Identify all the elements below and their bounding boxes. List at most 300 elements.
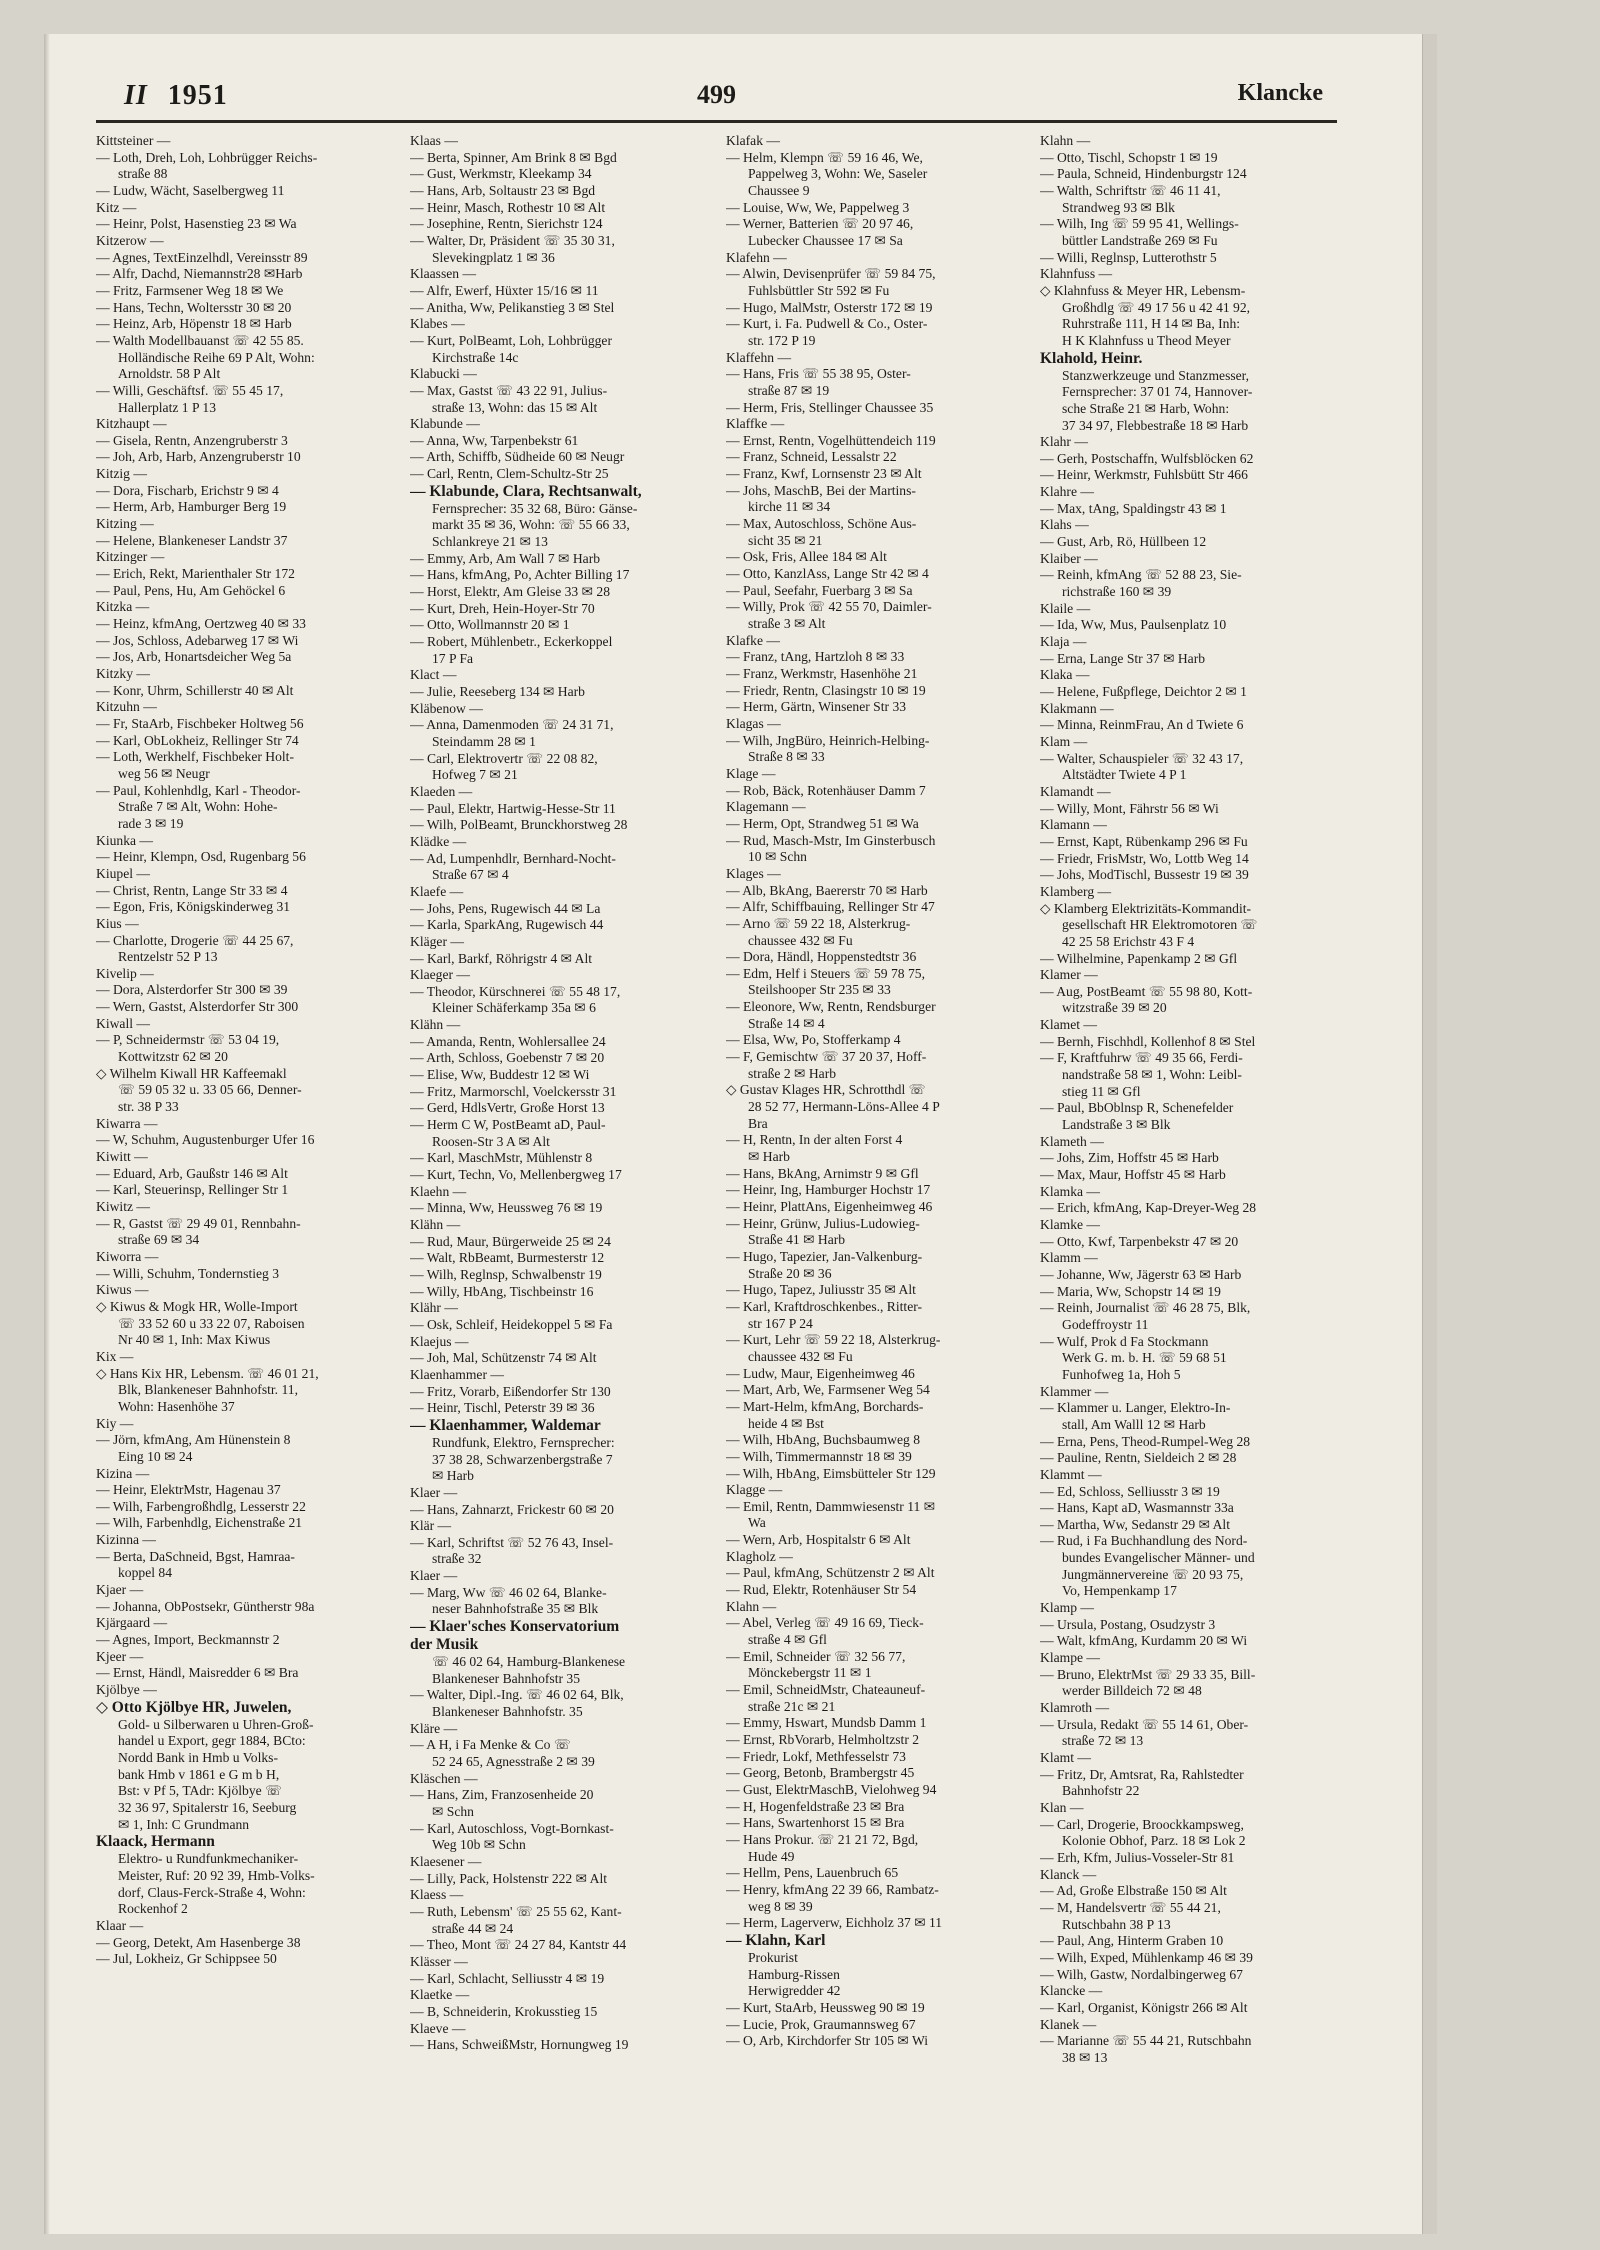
directory-entry-line: — Arno ☏ 59 22 18, Alsterkrug- (726, 915, 911, 931)
surname-heading: Klamroth — (1040, 1700, 1110, 1716)
surname-heading: Klahnfuss — (1040, 266, 1113, 282)
directory-entry-line: stieg 11 ✉ Gfl (1062, 1083, 1141, 1099)
directory-entry-line: — Klaer'sches Konservatorium (410, 1618, 620, 1636)
directory-entry-line: — Johanna, ObPostsekr, Güntherstr 98a (96, 1598, 315, 1614)
directory-entry-line: handel u Export, gegr 1884, BCto: (118, 1733, 306, 1749)
directory-entry-line: — Walter, Dipl.-Ing. ☏ 46 02 64, Blk, (410, 1687, 624, 1703)
directory-entry-line: — Wern, Gastst, Alsterdorfer Str 300 (96, 999, 299, 1015)
directory-entry-line: — Gisela, Rentn, Anzengruberstr 3 (96, 432, 288, 448)
directory-entry-line: — Ludw, Wächt, Saselbergweg 11 (96, 182, 285, 198)
directory-entry-line: — Fritz, Farmsener Weg 18 ✉ We (96, 282, 284, 298)
directory-entry-line: — Paula, Schneid, Hindenburgstr 124 (1040, 166, 1247, 182)
directory-entry-line: — Marianne ☏ 55 44 21, Rutschbahn (1040, 2033, 1252, 2049)
directory-entry-line: — Otto, KanzlAss, Lange Str 42 ✉ 4 (726, 566, 929, 582)
directory-entry-line: — Georg, Betonb, Brambergstr 45 (726, 1765, 915, 1781)
directory-entry-line: — Hans, kfmAng, Po, Achter Billing 17 (410, 567, 630, 583)
surname-heading: Kiwarra — (96, 1115, 158, 1131)
surname-heading: Klaeve — (410, 2020, 466, 2036)
directory-entry-line: — Minna, ReinmFrau, An d Twiete 6 (1040, 717, 1244, 733)
directory-entry-line: str 167 P 24 (748, 1315, 813, 1331)
directory-entry-line: — Herm, Lagerverw, Eichholz 37 ✉ 11 (726, 1915, 943, 1931)
directory-entry-line: Steilshooper Str 235 ✉ 33 (748, 982, 891, 998)
directory-entry-line: Funhofweg 1a, Hoh 5 (1062, 1366, 1181, 1382)
directory-entry-line: Straße 8 ✉ 33 (748, 749, 825, 765)
directory-entry-line: — Herm C W, PostBeamt aD, Paul- (410, 1117, 606, 1133)
directory-entry-line: — Kurt, StaArb, Heussweg 90 ✉ 19 (726, 1999, 925, 2015)
directory-entry-line: bank Hmb v 1861 e G m b H, (118, 1766, 280, 1782)
directory-entry-line: Kirchstraße 14c (432, 349, 519, 365)
directory-entry-line: — Heinr, Klempn, Osd, Rugenbarg 56 (96, 849, 306, 865)
surname-heading: Klamberg — (1040, 883, 1112, 899)
directory-entry-line: — Karl, Autoschloss, Vogt-Bornkast- (410, 1820, 614, 1836)
surname-heading: Kivelip — (96, 965, 154, 981)
surname-heading: Klähn — (410, 1217, 461, 1232)
directory-entry-line: — Anitha, Ww, Pelikanstieg 3 ✉ Stel (410, 299, 615, 315)
directory-entry-line: Strandweg 93 ✉ Blk (1062, 199, 1175, 215)
surname-heading: Klahr — (1040, 434, 1088, 450)
directory-entry-line: — B, Schneiderin, Krokusstieg 15 (410, 2003, 598, 2019)
directory-entry-line: — Emil, Schneider ☏ 32 56 77, (726, 1648, 906, 1664)
surname-heading: Klamka — (1040, 1183, 1101, 1199)
surname-heading: Klahs — (1040, 517, 1089, 533)
directory-entry-line: — Carl, Elektrovertr ☏ 22 08 82, (410, 750, 598, 766)
directory-entry-line: Elektro- u Rundfunkmechaniker- (118, 1851, 299, 1867)
surname-heading: Kizinna — (96, 1532, 157, 1548)
surname-heading: Kix — (96, 1348, 134, 1364)
directory-entry-line: — Heinr, ElektrMstr, Hagenau 37 (96, 1482, 281, 1498)
directory-entry-line: Vo, Hempenkamp 17 (1062, 1583, 1177, 1599)
directory-entry-line: Werk G. m. b. H. ☏ 59 68 51 (1062, 1350, 1227, 1366)
directory-entry-line: Meister, Ruf: 20 92 39, Hmb-Volks- (118, 1867, 315, 1883)
directory-entry-line: ◇ Klamberg Elektrizitäts-Kommandit- (1040, 900, 1252, 916)
column-2 (410, 133, 713, 2223)
directory-entry-line: ◇ Kiwus & Mogk HR, Wolle-Import (96, 1298, 298, 1314)
directory-entry-line: straße 2 ✉ Harb (748, 1065, 837, 1081)
directory-entry-line: — Herm, Opt, Strandweg 51 ✉ Wa (726, 815, 919, 831)
directory-entry-line: Holländische Reihe 69 P Alt, Wohn: (118, 349, 315, 365)
directory-entry-line: — Paul, Seefahr, Fuerbarg 3 ✉ Sa (726, 582, 913, 598)
directory-entry-line: Mönckebergstr 11 ✉ 1 (748, 1665, 872, 1681)
directory-entry-line: — Loth, Dreh, Loh, Lohbrügger Reichs- (96, 149, 318, 165)
surname-heading: Kiwall — (96, 1015, 150, 1031)
surname-heading: Klaile — (1040, 600, 1091, 616)
surname-heading: Klädke — (410, 833, 467, 849)
directory-entry-line: — Ursula, Redakt ☏ 55 14 61, Ober- (1040, 1716, 1249, 1732)
directory-entry-line: — Heinr, Werkmstr, Fuhlsbütt Str 466 (1040, 467, 1248, 483)
directory-entry-line: — Alfr, Schiffbauing, Rellinger Str 47 (726, 899, 935, 915)
directory-entry-line: — Franz, tAng, Hartzloh 8 ✉ 33 (726, 649, 905, 665)
directory-entry-line: — Ed, Schloss, Selliusstr 3 ✉ 19 (1040, 1483, 1220, 1499)
directory-entry-line: — Paul, Elektr, Hartwig-Hesse-Str 11 (410, 800, 616, 816)
surname-heading: Klamann — (1040, 817, 1107, 833)
directory-entry-line: Fuhlsbüttler Str 592 ✉ Fu (748, 282, 890, 298)
directory-entry-line: — Rob, Bäck, Rotenhäuser Damm 7 (726, 782, 926, 798)
surname-heading: Klaess — (410, 1887, 464, 1903)
directory-entry-line: Fernsprecher: 37 01 74, Hannover- (1062, 384, 1253, 400)
directory-entry-line: — Johs, MaschB, Bei der Martins- (726, 482, 916, 498)
surname-heading: Kiwitt — (96, 1149, 148, 1165)
directory-entry-line: — Max, Gastst ☏ 43 22 91, Julius- (410, 382, 608, 398)
directory-entry-line: — Wilh, Farbengroßhdlg, Lesserstr 22 (96, 1498, 306, 1514)
directory-entry-line: ◇ Otto Kjölbye HR, Juwelen, (96, 1698, 292, 1716)
page-number: 499 (697, 80, 736, 109)
directory-entry-line: ☏ 46 02 64, Hamburg-Blankenese (432, 1654, 626, 1670)
directory-entry-line: — Emil, Rentn, Dammwiesenstr 11 ✉ (726, 1498, 936, 1514)
directory-entry-line: ◇ Hans Kix HR, Lebensm. ☏ 46 01 21, (96, 1365, 319, 1381)
surname-heading: Klamandt — (1040, 783, 1111, 799)
directory-entry-line: Blankeneser Bahnhofstr. 35 (432, 1704, 583, 1720)
directory-entry-line: — Wilh, Gastw, Nordalbingerweg 67 (1040, 1966, 1243, 1982)
surname-heading: Klamke — (1040, 1217, 1101, 1232)
directory-entry-line: — Alwin, Devisenprüfer ☏ 59 84 75, (726, 266, 936, 282)
surname-heading: Klamp — (1040, 1600, 1094, 1616)
surname-heading: Kitzerow — (96, 232, 164, 248)
directory-entry-line: — Reinh, Journalist ☏ 46 28 75, Blk, (1040, 1300, 1251, 1316)
directory-entry-line: — Heinr, Tischl, Peterstr 39 ✉ 36 (410, 1400, 595, 1416)
directory-entry-line: — Klabunde, Clara, Rechtsanwalt, (410, 482, 642, 500)
directory-entry-line: — Gust, Werkmstr, Kleekamp 34 (410, 166, 592, 182)
directory-entry-line: — Ludw, Maur, Eigenheimweg 46 (726, 1365, 915, 1381)
directory-entry-line: der Musik (410, 1636, 479, 1654)
directory-entry-line: straße 44 ✉ 24 (432, 1920, 514, 1936)
directory-entry-line: — Dora, Alsterdorfer Str 300 ✉ 39 (96, 982, 288, 998)
directory-entry-line: — F, Gemischtw ☏ 37 20 37, Hoff- (726, 1049, 927, 1065)
directory-entry-line: — Emmy, Hswart, Mundsb Damm 1 (726, 1715, 927, 1731)
directory-entry-line: — Karl, Organist, Königstr 266 ✉ Alt (1040, 1999, 1248, 2015)
directory-entry-line: Straße 67 ✉ 4 (432, 867, 509, 883)
directory-entry-line: 10 ✉ Schn (748, 849, 807, 865)
directory-entry-line: — Joh, Mal, Schützenstr 74 ✉ Alt (410, 1350, 597, 1366)
directory-entry-line: — Willi, Geschäftsf. ☏ 55 45 17, (96, 382, 284, 398)
directory-entry-line: — Hans, SchweißMstr, Hornungweg 19 (410, 2037, 629, 2053)
directory-entry-line: — Fritz, Vorarb, Eißendorfer Str 130 (410, 1383, 611, 1399)
directory-entry-line: — Julie, Reeseberg 134 ✉ Harb (410, 684, 585, 699)
directory-entry-line: — Hans, Fris ☏ 55 38 95, Oster- (726, 366, 911, 382)
column-3 (726, 133, 1028, 2223)
directory-entry-line: — Friedr, Lokf, Methfesselstr 73 (726, 1748, 906, 1764)
surname-heading: Klär — (410, 1518, 452, 1534)
directory-entry-line: Rutschbahn 38 P 13 (1062, 1916, 1171, 1932)
directory-entry-line: Klaack, Hermann (96, 1833, 215, 1851)
directory-entry-line: — Erna, Pens, Theod-Rumpel-Weg 28 (1040, 1433, 1251, 1449)
directory-entry-line: — Alfr, Ewerf, Hüxter 15/16 ✉ 11 (410, 282, 599, 298)
surname-heading: Klaka — (1040, 667, 1090, 683)
directory-entry-line: — Hans, Swartenhorst 15 ✉ Bra (726, 1815, 905, 1831)
directory-entry-line: heide 4 ✉ Bst (748, 1415, 824, 1431)
directory-entry-line: — Elise, Ww, Buddestr 12 ✉ Wi (410, 1067, 590, 1083)
directory-entry-line: — Karl, Schriftst ☏ 52 76 43, Insel- (410, 1534, 614, 1550)
directory-entry-line: — Heinz, Arb, Höpenstr 18 ✉ Harb (96, 316, 292, 332)
directory-entry-line: büttler Landstraße 269 ✉ Fu (1062, 232, 1218, 248)
directory-entry-line: — Ernst, RbVorarb, Helmholtzstr 2 (726, 1732, 920, 1747)
surname-heading: Klages — (726, 865, 781, 881)
surname-heading: Kitz — (96, 199, 137, 215)
directory-entry-line: — Arth, Schloss, Goebenstr 7 ✉ 20 (410, 1050, 605, 1066)
directory-entry-line: Wohn: Hasenhöhe 37 (118, 1398, 235, 1414)
surname-heading: Klafke — (726, 632, 780, 648)
directory-entry-line: straße 21c ✉ 21 (748, 1698, 836, 1714)
directory-entry-line: Nr 40 ✉ 1, Inh: Max Kiwus (118, 1332, 271, 1348)
directory-entry-line: — Klammer u. Langer, Elektro-In- (1040, 1400, 1231, 1416)
directory-entry-line: Steindamm 28 ✉ 1 (432, 733, 536, 749)
directory-entry-line: — Helene, Fußpflege, Deichtor 2 ✉ 1 (1040, 684, 1247, 699)
directory-entry-line: — Georg, Detekt, Am Hasenberge 38 (96, 1934, 301, 1950)
directory-entry-line: — Otto, Wollmannstr 20 ✉ 1 (410, 617, 570, 633)
directory-entry-line: Straße 20 ✉ 36 (748, 1265, 832, 1281)
directory-entry-line: — Josephine, Rentn, Sierichstr 124 (410, 216, 603, 232)
directory-entry-line: straße 3 ✉ Alt (748, 616, 826, 632)
surname-heading: Kizina — (96, 1465, 150, 1481)
directory-entry-line: straße 32 (432, 1551, 482, 1567)
directory-entry-line: — Paul, Ang, Hinterm Graben 10 (1040, 1933, 1224, 1949)
directory-entry-line: — Werner, Batterien ☏ 20 97 46, (726, 216, 914, 232)
directory-entry-line: Kleiner Schäferkamp 35a ✉ 6 (432, 1000, 596, 1016)
surname-heading: Klähn — (410, 1017, 461, 1033)
directory-entry-line: — W, Schuhm, Augustenburger Ufer 16 (96, 1132, 315, 1148)
directory-entry-line: — Marg, Ww ☏ 46 02 64, Blanke- (410, 1584, 607, 1600)
directory-entry-line: — Klahn, Karl (726, 1931, 826, 1949)
directory-entry-line: — Karla, SparkAng, Rugewisch 44 (410, 917, 604, 933)
directory-entry-line: Lubecker Chaussee 17 ✉ Sa (748, 232, 903, 248)
directory-entry-line: — Helene, Blankeneser Landstr 37 (96, 532, 288, 548)
directory-entry-line: — Lucie, Prok, Graumannsweg 67 (726, 2016, 916, 2032)
directory-entry-line: neser Bahnhofstraße 35 ✉ Blk (432, 1601, 599, 1617)
surname-heading: Kitzig — (96, 466, 147, 482)
directory-entry-line: — Johs, ModTischl, Bussestr 19 ✉ 39 (1040, 867, 1249, 883)
surname-heading: Klaer — (410, 1484, 458, 1500)
directory-entry-line: ✉ Harb (748, 1149, 790, 1165)
directory-entry-line: — Jos, Arb, Honartsdeicher Weg 5a (96, 649, 292, 665)
directory-entry-line: — Kurt, Lehr ☏ 59 22 18, Alsterkrug- (726, 1332, 941, 1348)
directory-entry-line: Landstraße 3 ✉ Blk (1062, 1117, 1171, 1133)
directory-entry-line: — Anna, Ww, Tarpenbekstr 61 (410, 432, 579, 448)
directory-entry-line: 37 34 97, Flebbestraße 18 ✉ Harb (1062, 417, 1249, 433)
surname-heading: Klaas — (410, 133, 458, 148)
directory-entry-line: Rundfunk, Elektro, Fernsprecher: (432, 1434, 615, 1450)
directory-entry-line: — P, Schneidermstr ☏ 53 04 19, (96, 1032, 280, 1048)
directory-entry-line: str. 38 P 33 (118, 1099, 179, 1115)
directory-entry-line: — Johanne, Ww, Jägerstr 63 ✉ Harb (1040, 1266, 1242, 1282)
surname-heading: Klan — (1040, 1799, 1084, 1815)
surname-heading: Klaar — (96, 1917, 144, 1933)
directory-entry-line: ✉ Harb (432, 1468, 474, 1484)
page-header (96, 80, 1337, 123)
directory-entry-line: — Max, Autoschloss, Schöne Aus- (726, 516, 917, 532)
directory-entry-line: — Emmy, Arb, Am Wall 7 ✉ Harb (410, 550, 601, 566)
surname-heading: Klafak — (726, 133, 780, 148)
directory-entry-line: — Theo, Mont ☏ 24 27 84, Kantstr 44 (410, 1937, 627, 1953)
surname-heading: Kjeer — (96, 1648, 144, 1664)
catchword: Klancke (1237, 80, 1323, 106)
surname-heading: Kläger — (410, 933, 464, 949)
directory-entry-line: — Willy, Mont, Fährstr 56 ✉ Wi (1040, 800, 1219, 816)
directory-entry-line: — Gust, ElektrMaschB, Vielohweg 94 (726, 1781, 937, 1797)
directory-entry-line: Kolonie Obhof, Parz. 18 ✉ Lok 2 (1062, 1833, 1246, 1849)
directory-entry-line: Nordd Bank in Hmb u Volks- (118, 1750, 278, 1765)
directory-entry-line: — Ernst, Kapt, Rübenkamp 296 ✉ Fu (1040, 833, 1248, 849)
directory-entry-line: ☏ 33 52 60 u 33 22 07, Raboisen (118, 1315, 305, 1331)
directory-entry-line: — Wilh, PolBeamt, Brunckhorstweg 28 (410, 817, 628, 833)
directory-entry-line: — Reinh, kfmAng ☏ 52 88 23, Sie- (1040, 567, 1242, 583)
directory-entry-line: — Minna, Ww, Heussweg 76 ✉ 19 (410, 1200, 603, 1216)
surname-heading: Kius — (96, 915, 139, 931)
directory-entry-line: richstraße 160 ✉ 39 (1062, 584, 1172, 600)
surname-heading: Klaejus — (410, 1333, 469, 1349)
directory-entry-line: Wa (748, 1515, 766, 1531)
directory-entry-line: Hallerplatz 1 P 13 (118, 399, 217, 415)
directory-entry-line: — Erich, Rekt, Marienthaler Str 172 (96, 566, 295, 582)
directory-entry-line: — Osk, Schleif, Heidekoppel 5 ✉ Fa (410, 1316, 613, 1332)
surname-heading: Kittsteiner — (96, 133, 171, 148)
directory-entry-line: — Karl, MaschMstr, Mühlenstr 8 (410, 1150, 593, 1166)
directory-entry-line: — Heinr, PlattAns, Eigenheimweg 46 (726, 1199, 933, 1214)
directory-entry-line: rade 3 ✉ 19 (118, 815, 184, 831)
directory-entry-line: — Maria, Ww, Schopstr 14 ✉ 19 (1040, 1283, 1221, 1299)
column-1 (96, 133, 398, 2223)
directory-entry-line: — Hans Prokur. ☏ 21 21 72, Bgd, (726, 1831, 919, 1847)
directory-entry-line: — Karl, Steuerinsp, Rellinger Str 1 (96, 1182, 289, 1198)
directory-entry-line: — Bruno, ElektrMst ☏ 29 33 35, Bill- (1040, 1666, 1256, 1682)
directory-entry-line: — Willi, Reglnsp, Lutterothstr 5 (1040, 249, 1217, 265)
directory-entry-line: — Wilh, Farbenhdlg, Eichenstraße 21 (96, 1515, 303, 1531)
directory-entry-line: Weg 10b ✉ Schn (432, 1837, 526, 1853)
surname-heading: Klagas — (726, 715, 781, 731)
directory-entry-line: — Herm, Arb, Hamburger Berg 19 (96, 499, 287, 515)
directory-entry-line: — Dora, Fischarb, Erichstr 9 ✉ 4 (96, 482, 279, 498)
surname-heading: Klabunde — (410, 416, 480, 432)
directory-entry-line: — Wilh, Ing ☏ 59 95 41, Wellings- (1040, 216, 1239, 232)
surname-heading: Klagholz — (726, 1548, 793, 1564)
directory-entry-line: — Abel, Verleg ☏ 49 16 69, Tieck- (726, 1615, 924, 1631)
directory-entry-line: — Arth, Schiffb, Südheide 60 ✉ Neugr (410, 449, 625, 465)
directory-entry-line: Straße 7 ✉ Alt, Wohn: Hohe- (118, 799, 278, 815)
directory-entry-line: Blankeneser Bahnhofstr 35 (432, 1670, 580, 1686)
directory-entry-line: Prokurist (748, 1949, 798, 1965)
directory-entry-line: Hamburg-Rissen (748, 1966, 840, 1982)
surname-heading: Klanck — (1040, 1866, 1097, 1882)
directory-entry-line: — Eduard, Arb, Gaußstr 146 ✉ Alt (96, 1165, 288, 1181)
surname-heading: Kitzing — (96, 516, 154, 532)
directory-entry-line: — Otto, Tischl, Schopstr 1 ✉ 19 (1040, 149, 1218, 165)
directory-entry-line: — Berta, Spinner, Am Brink 8 ✉ Bgd (410, 149, 617, 165)
directory-entry-line: — Mart-Helm, kfmAng, Borchards- (726, 1398, 924, 1414)
directory-entry-line: — Walth, Schriftstr ☏ 46 11 41, (1040, 182, 1221, 198)
directory-entry-line: — Jörn, kfmAng, Am Hünenstein 8 (96, 1432, 291, 1448)
surname-heading: Klässer — (410, 1953, 468, 1969)
directory-entry-line: — Willy, Prok ☏ 42 55 70, Daimler- (726, 599, 932, 615)
directory-entry-line: — Berta, DaSchneid, Bgst, Hamraa- (96, 1548, 295, 1564)
surname-heading: Kitzhaupt — (96, 416, 167, 432)
directory-entry-line: Ruhrstraße 111, H 14 ✉ Ba, Inh: (1062, 316, 1241, 332)
surname-heading: Kitzka — (96, 599, 150, 615)
directory-entry-line: — Carl, Rentn, Clem-Schultz-Str 25 (410, 466, 609, 482)
directory-entry-line: Godeffroystr 11 (1062, 1316, 1149, 1332)
directory-entry-line: — Gerh, Postschaffn, Wulfsblöcken 62 (1040, 450, 1254, 466)
directory-entry-line: — Wilh, Timmermannstr 18 ✉ 39 (726, 1448, 912, 1464)
surname-heading: Klancke — (1040, 1983, 1103, 1999)
directory-entry-line: Herwigredder 42 (748, 1983, 841, 1999)
directory-entry-line: witzstraße 39 ✉ 20 (1062, 1000, 1167, 1016)
surname-heading: Kiy — (96, 1415, 134, 1431)
directory-entry-line: gesellschaft HR Elektromotoren ☏ (1062, 917, 1258, 933)
directory-entry-line: — Loth, Werkhelf, Fischbeker Holt- (96, 749, 294, 765)
directory-entry-line: — Joh, Arb, Harb, Anzengruberstr 10 (96, 449, 301, 465)
directory-entry-line: — Johs, Zim, Hoffstr 45 ✉ Harb (1040, 1150, 1219, 1166)
surname-heading: Kiunka — (96, 832, 154, 848)
directory-entry-line: — Alb, BkAng, Baererstr 70 ✉ Harb (726, 882, 928, 898)
directory-entry-line: Stanzwerkzeuge und Stanzmesser, (1062, 367, 1250, 383)
directory-entry-line: — Edm, Helf i Steuers ☏ 59 78 75, (726, 965, 925, 981)
directory-entry-line: — Wilhelmine, Papenkamp 2 ✉ Gfl (1040, 950, 1238, 966)
directory-entry-line: — Wilh, HbAng, Buchsbaumweg 8 (726, 1432, 921, 1448)
directory-entry-line: — Heinz, kfmAng, Oertzweg 40 ✉ 33 (96, 616, 306, 632)
directory-entry-line: — R, Gastst ☏ 29 49 01, Rennbahn- (96, 1215, 301, 1231)
surname-heading: Klameth — (1040, 1133, 1104, 1149)
directory-entry-line: Straße 41 ✉ Harb (748, 1232, 846, 1248)
directory-entry-line: — Heinr, Masch, Rothestr 10 ✉ Alt (410, 199, 606, 215)
page-gutter-shadow (44, 34, 50, 2234)
directory-entry-line: — Aug, PostBeamt ☏ 55 98 80, Kott- (1040, 983, 1253, 999)
surname-heading: Klampe — (1040, 1650, 1101, 1666)
surname-heading: Klamt — (1040, 1750, 1091, 1765)
directory-entry-line: — Theodor, Kürschnerei ☏ 55 48 17, (410, 983, 621, 999)
surname-heading: Kjölbye — (96, 1682, 157, 1698)
directory-entry-line: — Gerd, HdlsVertr, Große Horst 13 (410, 1100, 605, 1116)
directory-entry-line: — Jul, Lokheiz, Gr Schippsee 50 (96, 1951, 277, 1967)
surname-heading: Klammer — (1040, 1383, 1109, 1399)
directory-entry-line: Eing 10 ✉ 24 (118, 1448, 193, 1464)
directory-entry-line: — Kurt, Techn, Vo, Mellenbergweg 17 (410, 1167, 622, 1183)
directory-entry-line: — Heinr, Polst, Hasenstieg 23 ✉ Wa (96, 216, 297, 232)
directory-entry-line: ✉ 1, Inh: C Grundmann (118, 1816, 250, 1832)
surname-heading: Kläre — (410, 1720, 458, 1736)
directory-entry-line: straße 69 ✉ 34 (118, 1232, 200, 1248)
directory-entry-line: — Max, Maur, Hoffstr 45 ✉ Harb (1040, 1167, 1226, 1183)
directory-entry-line: ◇ Gustav Klages HR, Schrotthdl ☏ (726, 1082, 926, 1098)
directory-entry-line: — Karl, Kraftdroschkenbes., Ritter- (726, 1298, 923, 1314)
directory-entry-line: — Hugo, MalMstr, Osterstr 172 ✉ 19 (726, 299, 933, 315)
directory-entry-line: — Karl, Barkf, Röhrigstr 4 ✉ Alt (410, 950, 593, 966)
directory-entry-line: — Erich, kfmAng, Kap-Dreyer-Weg 28 (1040, 1200, 1257, 1216)
directory-entry-line: — Paul, BbOblnsp R, Schenefelder (1040, 1100, 1234, 1116)
directory-entry-line: — Carl, Drogerie, Broockkampsweg, (1040, 1816, 1244, 1832)
directory-entry-line: — Hans, BkAng, Arnimstr 9 ✉ Gfl (726, 1165, 919, 1181)
surname-heading: Kjärgaard — (96, 1615, 168, 1631)
directory-entry-line: — Bernh, Fischhdl, Kollenhof 8 ✉ Stel (1040, 1033, 1256, 1049)
surname-heading: Klaiber — (1040, 550, 1098, 566)
directory-entry-line: — Hans, Zim, Franzosenheide 20 (410, 1787, 594, 1803)
directory-entry-line: Pappelweg 3, Wohn: We, Saseler (748, 166, 928, 182)
directory-entry-line: — H, Hogenfeldstraße 23 ✉ Bra (726, 1798, 905, 1814)
directory-entry-line: H K Klahnfuss u Theod Meyer (1062, 332, 1231, 348)
surname-heading: Klaetke — (410, 1987, 470, 2003)
directory-entry-line: — Egon, Fris, Königskinderweg 31 (96, 899, 291, 915)
surname-heading: Klaeden — (410, 783, 473, 799)
directory-entry-line: — Paul, Kohlenhdlg, Karl - Theodor- (96, 782, 301, 798)
directory-entry-line: str. 172 P 19 (748, 332, 816, 348)
directory-entry-line: — Ida, Ww, Mus, Paulsenplatz 10 (1040, 617, 1227, 633)
directory-entry-line: — Walt, RbBeamt, Burmesterstr 12 (410, 1250, 605, 1266)
surname-heading: Klabes — (410, 316, 465, 332)
directory-entry-line: weg 8 ✉ 39 (748, 1898, 813, 1914)
directory-entry-line: — Mart, Arb, We, Farmsener Weg 54 (726, 1382, 930, 1398)
directory-entry-line: Slevekingplatz 1 ✉ 36 (432, 249, 555, 265)
directory-entry-line: — Heinr, Grünw, Julius-Ludowieg- (726, 1215, 920, 1231)
directory-entry-line: — Karl, Schlacht, Selliusstr 4 ✉ 19 (410, 1970, 605, 1986)
directory-entry-line: dorf, Claus-Ferck-Straße 4, Wohn: (118, 1884, 306, 1900)
directory-entry-line: ☏ 59 05 32 u. 33 05 66, Denner- (118, 1082, 302, 1098)
directory-entry-line: chaussee 432 ✉ Fu (748, 1348, 853, 1364)
